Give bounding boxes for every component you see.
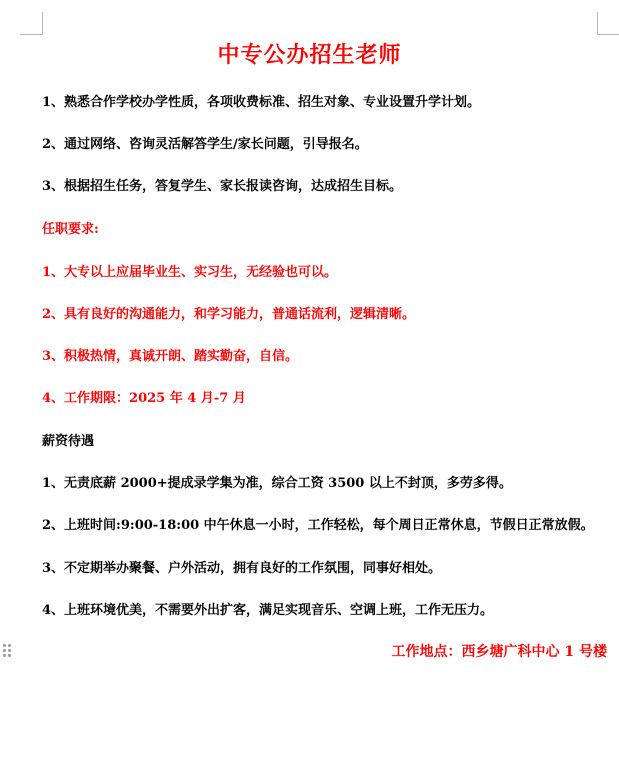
benefit-item-4: 4、上班环境优美，不需要外出扩客，满足实现音乐、空调上班，工作无压力。 [42,603,494,618]
benefit-item-1: 1、无责底薪 2000+提成录学集为准，综合工资 3500 以上不封顶，多劳多得。 [42,476,512,491]
drag-dot [3,654,6,657]
duty-item-3: 3、根据招生任务，答复学生、家长报读咨询，达成招生目标。 [42,179,403,194]
requirement-item-4: 4、工作期限：2025 年 4 月-7 月 [42,391,246,406]
page-corner-mark-top-right [597,12,619,35]
benefits-heading: 薪资待遇 [42,434,95,449]
page-title: 中专公办招生老师 [217,42,402,68]
work-location: 工作地点：西乡塘广科中心 1 号楼 [391,644,607,660]
benefit-item-3: 3、不定期举办聚餐、户外活动，拥有良好的工作氛围，同事好相处。 [42,561,442,576]
drag-dot [8,644,11,647]
requirement-item-2: 2、具有良好的沟通能力，和学习能力，普通话流利，逻辑清晰。 [42,307,416,322]
drag-dot [3,649,6,652]
drag-dot [8,649,11,652]
benefit-item-2: 2、上班时间:9:00-18:00 中午休息一小时，工作轻松，每个周日正常休息，节假日正常放假。 [42,518,594,533]
duty-item-1: 1、熟悉合作学校办学性质，各项收费标准、招生对象、专业设置升学计划。 [42,95,481,110]
drag-dot [8,654,11,657]
drag-handle-icon[interactable] [3,644,13,660]
page-corner-mark-top-left [20,12,43,35]
duty-item-2: 2、通过网络、咨询灵活解答学生/家长问题，引导报名。 [42,137,368,152]
requirements-heading: 任职要求: [42,222,99,237]
requirement-item-1: 1、大专以上应届毕业生、实习生，无经验也可以。 [42,265,338,280]
drag-dot [3,644,6,647]
requirement-item-3: 3、积极热情，真诚开朗、踏实勤奋，自信。 [42,349,299,364]
